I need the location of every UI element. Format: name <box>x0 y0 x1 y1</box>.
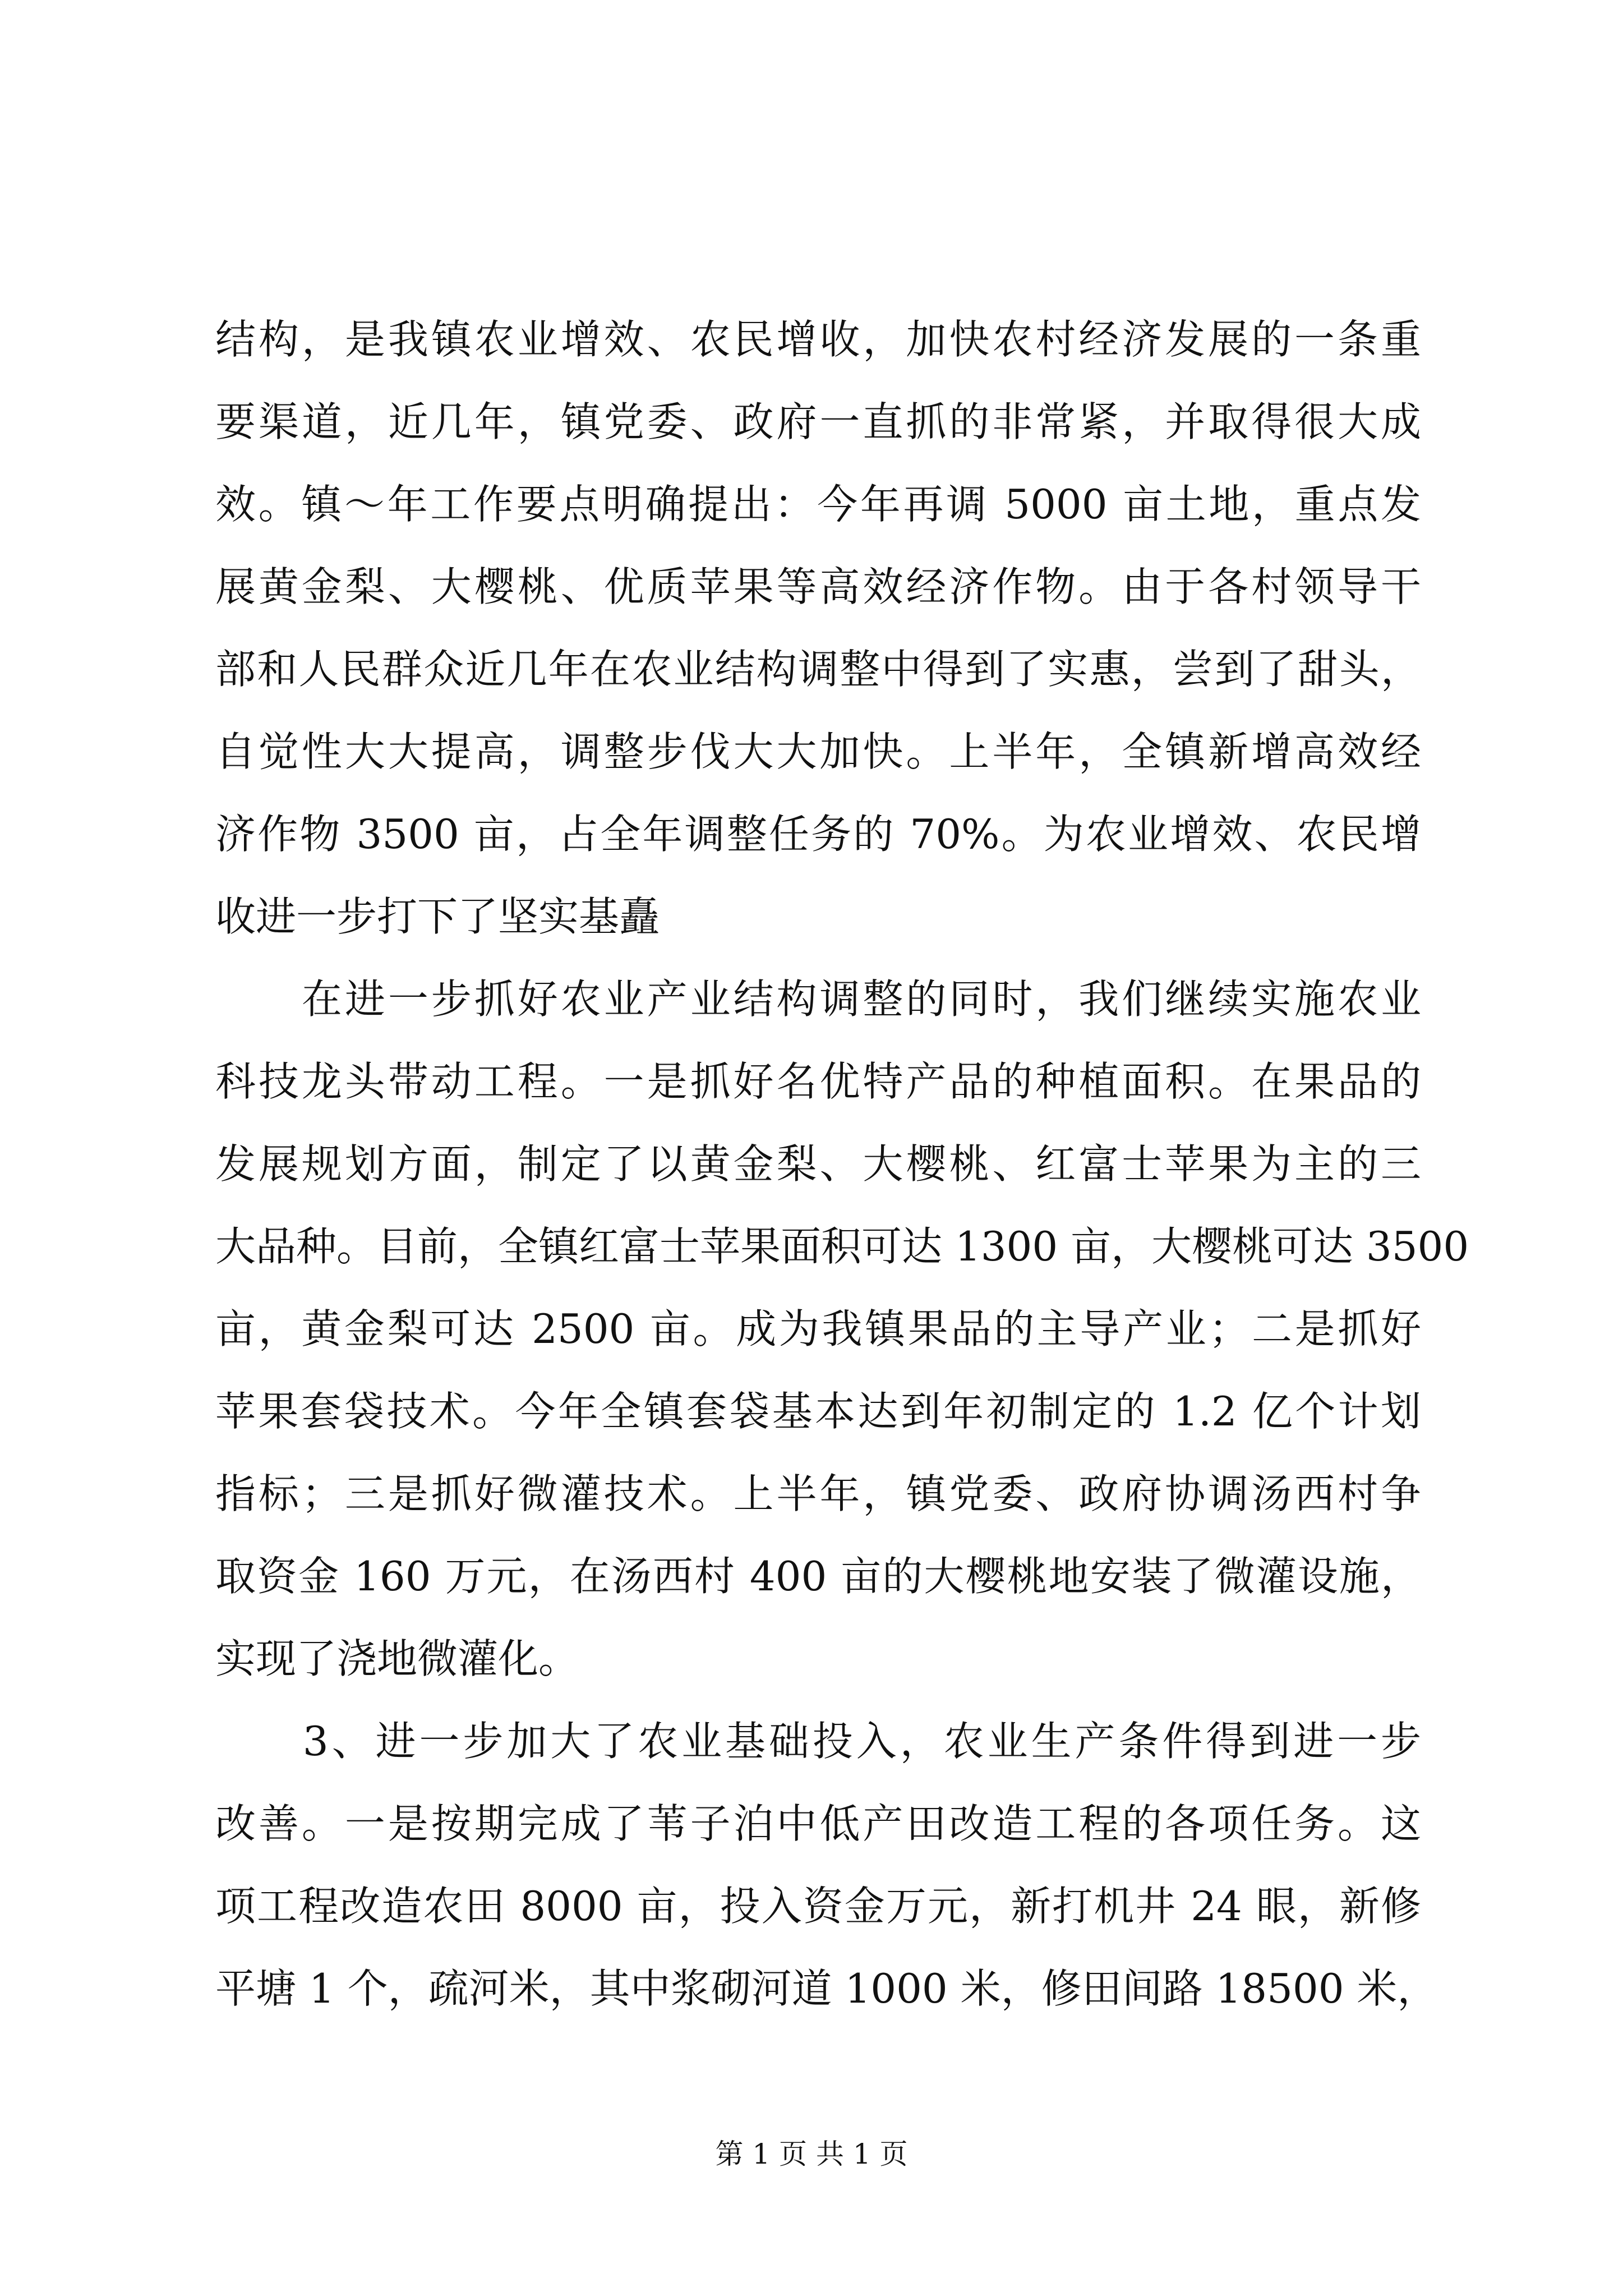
document-body <box>215 298 1469 2030</box>
text-line: 改善。一是按期完成了苇子泊中低产田改造工程的各项任务。这 <box>215 1800 1421 1847</box>
text-line: 实现了浇地微灌化。 <box>215 1635 579 1682</box>
text-line: 济作物 3500 亩，占全年调整任务的 70%。为农业增效、农民增 <box>215 811 1421 858</box>
text-line: 指标；三是抓好微灌技术。上半年，镇党委、政府协调汤西村争 <box>215 1470 1421 1517</box>
paragraph-3 <box>215 1700 1438 2030</box>
text-line: 自觉性大大提高，调整步伐大大加快。上半年，全镇新增高效经 <box>215 728 1421 775</box>
text-line: 部和人民群众近几年在农业结构调整中得到了实惠，尝到了甜头， <box>215 646 1421 693</box>
text-line: 项工程改造农田 8000 亩，投入资金万元，新打机井 24 眼，新修 <box>215 1883 1421 1930</box>
text-line: 在进一步抓好农业产业结构调整的同时，我们继续实施农业 <box>215 976 1421 1023</box>
text-line: 要渠道，近几年，镇党委、政府一直抓的非常紧，并取得很大成 <box>215 398 1421 445</box>
page-number-label: 第 1 页 共 1 页 <box>715 2138 908 2170</box>
text-line: 收进一步打下了坚实基矗 <box>215 893 660 940</box>
paragraph-2 <box>215 958 1469 1700</box>
text-line: 3、进一步加大了农业基础投入，农业生产条件得到进一步 <box>215 1718 1421 1765</box>
text-line: 结构，是我镇农业增效、农民增收，加快农村经济发展的一条重 <box>215 316 1421 363</box>
text-line: 取资金 160 万元，在汤西村 400 亩的大樱桃地安装了微灌设施， <box>215 1553 1421 1600</box>
text-line: 效。镇～年工作要点明确提出：今年再调 5000 亩土地，重点发 <box>215 481 1421 528</box>
paragraph-1 <box>215 298 1421 958</box>
text-line: 亩，黄金梨可达 2500 亩。成为我镇果品的主导产业；二是抓好 <box>215 1305 1421 1352</box>
text-line: 发展规划方面，制定了以黄金梨、大樱桃、红富士苹果为主的三 <box>215 1140 1421 1188</box>
text-line: 展黄金梨、大樱桃、优质苹果等高效经济作物。由于各村领导干 <box>215 563 1421 610</box>
text-line: 苹果套袋技术。今年全镇套袋基本达到年初制定的 1.2 亿个计划 <box>215 1388 1421 1435</box>
page-footer <box>0 2137 1623 2171</box>
text-line: 科技龙头带动工程。一是抓好名优特产品的种植面积。在果品的 <box>215 1058 1421 1105</box>
text-line: 平塘 1 个，疏河米，其中浆砌河道 1000 米，修田间路 18500 米， <box>215 1965 1438 2012</box>
text-line: 大品种。目前，全镇红富士苹果面积可达 1300 亩，大樱桃可达 3500 <box>215 1223 1469 1270</box>
